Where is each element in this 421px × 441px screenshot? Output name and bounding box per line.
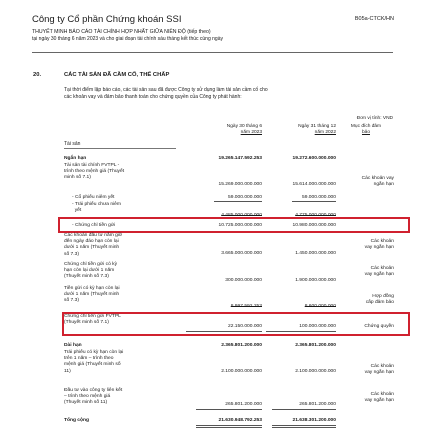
grand-total-2022-double-rule-1: [272, 425, 336, 426]
row-term-deposit-certificates-label: Chứng chỉ tiền gửi có kỳ hạn còn lại dưới 1 năm (Thuyết minh số 7.3): [64, 262, 118, 280]
row-deposit-certificates-label: - Chứng chỉ tiền gửi: [72, 223, 116, 228]
section-title: CÁC TÀI SẢN ĐÃ CẦM CỐ, THẾ CHẤP: [64, 72, 170, 78]
column-header-2022-line-2: năm 2022: [314, 130, 336, 135]
long-term-2022-total-rule: [272, 409, 336, 410]
row-associate-investment-label: Đầu tư vào công ty liên kết – trình theo mệnh giá (Thuyết minh số 11): [64, 388, 123, 406]
row-long-term-2022: 2.365.801.200.000: [295, 343, 336, 348]
column-header-purpose-line-2: bảo: [361, 130, 370, 135]
row-fvtpl-deposit-certificates-2022: 100.000.000.000: [299, 324, 336, 329]
row-deposit-certificates-2023: 10.725.000.000.000: [218, 223, 262, 228]
row-term-deposits-label: Tiền gửi có kỳ hạn còn lại dưới 1 năm (Thuyết minh số 7.3): [64, 286, 120, 304]
row-deposit-certificates-2022: 10.980.000.000.000: [292, 223, 336, 228]
row-short-term-label: Ngắn hạn: [64, 156, 87, 161]
report-title: THUYẾT MINH BÁO CÁO TÀI CHÍNH HỢP NHẤT GIỮA NIÊN ĐỘ (tiếp theo): [32, 29, 211, 35]
asset-header-rule: [64, 148, 176, 149]
row-fvtpl-deposit-certificates-2023: 22.150.000.000: [228, 324, 262, 329]
row-long-term-bonds-label: Trái phiếu có kỳ hạn còn lại trên 1 năm – trình theo mệnh giá (Thuyết minh số 11): [64, 350, 124, 374]
row-listed-shares-2023: 59.000.000.000: [228, 195, 262, 200]
row-associate-investment-2023: 265.801.200.000: [225, 402, 262, 407]
row-fvtpl-purpose: Các khoản vay ngắn hạn: [361, 176, 394, 188]
row-term-deposit-certificates-2023: 300.000.000.000: [225, 278, 262, 283]
row-long-term-2023: 2.365.801.200.000: [221, 343, 262, 348]
highlight-box-fvtpl-deposit-certificates: [62, 312, 410, 336]
row-term-deposit-certificates-2022: 1.900.000.000.000: [295, 278, 336, 283]
row-htm-investments-purpose: Các khoản vay ngắn hạn: [364, 239, 394, 251]
column-header-2022: [268, 124, 336, 136]
row-fvtpl-deposit-certificates-purpose: Chứng quyền: [364, 324, 394, 329]
currency-unit: Đơn vị tính: VND: [356, 116, 393, 121]
column-header-purpose: [338, 124, 394, 136]
row-fvtpl-deposit-certificates-label: Chứng chỉ tiền gửi FVTPL (Thuyết minh số 7.1): [64, 314, 121, 326]
row-associate-investment-2022: 265.801.200.000: [299, 402, 336, 407]
row-short-term-2023: 19.265.147.592.253: [218, 156, 262, 161]
column-header-2022-line-1: Ngày 31 tháng 12: [298, 124, 336, 129]
row-fvtpl-label: Tài sản tài chính FVTPL - trình theo mệnh giá (Thuyết minh số 7.1): [64, 163, 125, 181]
row-listed-shares-2022: 59.000.000.000: [302, 195, 336, 200]
column-header-2023-line-1: Ngày 30 tháng 6: [226, 124, 262, 129]
row-htm-investments-label: Các khoản đầu tư nắm giữ đến ngày đáo hạn còn lại dưới 1 năm (Thuyết minh số 7.3): [64, 233, 123, 257]
row-long-term-label: Dài hạn: [64, 343, 82, 348]
long-term-2023-total-rule: [196, 409, 262, 410]
grand-total-2023-double-rule-2: [196, 427, 262, 428]
row-listed-shares-label: - Cổ phiếu niêm yết: [72, 195, 115, 200]
row-term-deposits-2023: 8.997.592.253: [230, 304, 262, 309]
column-header-purpose-line-1: Mục đích đảm: [350, 124, 382, 129]
row-term-deposit-certificates-purpose: Các khoản vay ngắn hạn: [364, 266, 394, 278]
row-unlisted-bonds-2023: 4.485.000.000.000: [221, 213, 262, 218]
row-fvtpl-2022: 15.614.000.000.000: [292, 182, 336, 187]
row-associate-investment-purpose: Các khoản vay ngắn hạn: [364, 392, 394, 404]
row-grand-total-2022: 21.638.301.200.000: [292, 418, 336, 423]
row-term-deposits-2022: 8.600.000.000: [304, 304, 336, 309]
grand-total-2022-double-rule-2: [272, 427, 336, 428]
column-header-2023-line-2: năm 2023: [240, 130, 262, 135]
section-intro-line-1: Tại thời điểm lập báo cáo, các tài sản sau đã được Công ty sử dụng làm tài sản cầm cố cho: [64, 87, 268, 93]
row-grand-total-label: Tổng cộng: [64, 418, 89, 423]
row-htm-investments-2022: 1.450.000.000.000: [295, 251, 336, 256]
row-grand-total-2023: 21.630.948.792.253: [218, 418, 262, 423]
form-code: B05a-CTCK/HN: [354, 16, 394, 22]
highlight-box-deposit-certificates: [58, 217, 410, 233]
section-intro-line-2: các khoản vay và đảm bảo thanh toán cho chứng quyền của Công ty phát hành:: [64, 94, 242, 100]
grand-total-2023-double-rule-1: [196, 425, 262, 426]
row-long-term-bonds-2022: 2.100.000.000.000: [295, 369, 336, 374]
column-header-2023: [196, 124, 262, 136]
row-fvtpl-2023: 15.269.000.000.000: [218, 182, 262, 187]
row-long-term-bonds-2023: 2.100.000.000.000: [221, 369, 262, 374]
header-divider: [32, 52, 393, 53]
row-short-term-2022: 19.272.600.000.000: [292, 156, 336, 161]
listed-shares-2022-underline: [292, 201, 336, 202]
row-htm-investments-2023: 3.665.000.000.000: [221, 251, 262, 256]
row-long-term-bonds-purpose: Các khoản vay ngắn hạn: [364, 364, 394, 376]
report-period: tại ngày 30 tháng 6 năm 2023 và cho giai đoạn tài chính sáu tháng kết thúc cùng ngày: [32, 36, 223, 42]
section-number: 20.: [33, 72, 42, 78]
row-term-deposits-purpose: Hợp đồng cấp đảm bảo: [365, 294, 394, 306]
company-name: Công ty Cổ phần Chứng khoán SSI: [32, 14, 182, 25]
column-header-asset: Tài sản: [64, 141, 81, 147]
row-unlisted-bonds-label: - Trái phiếu chưa niêm yết: [72, 202, 121, 214]
row-unlisted-bonds-2022: 4.775.000.000.000: [295, 213, 336, 218]
listed-shares-2023-underline: [214, 201, 262, 202]
